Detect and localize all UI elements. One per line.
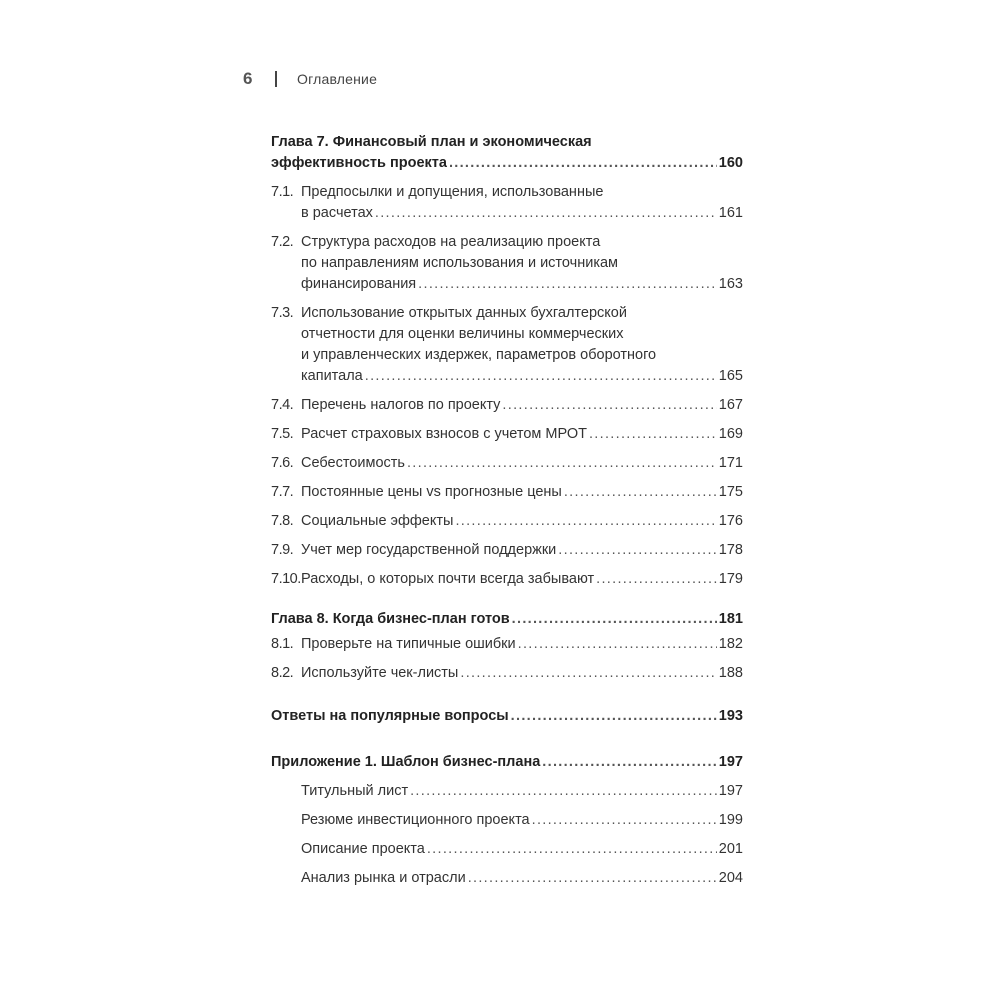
header-title: Оглавление [297, 71, 378, 87]
toc-page-number: 181 [718, 611, 743, 627]
dot-leader [407, 453, 717, 474]
toc-entry-number: 7.8. [271, 513, 294, 529]
toc-entry-7-7[interactable] [271, 482, 743, 503]
toc-entry-title: Постоянные цены vs прогнозные цены [301, 484, 562, 500]
toc-entry-8-1[interactable] [271, 634, 743, 655]
toc-entry-8-2[interactable] [271, 663, 743, 684]
toc-entry-title: Титульный лист [301, 783, 409, 799]
toc-entry-title-line: отчетности для оценки величины коммерческих [301, 326, 624, 342]
toc-appendix-item[interactable] [271, 810, 743, 831]
toc-page-number: 179 [718, 571, 743, 587]
dot-leader [455, 511, 716, 532]
toc-entry-number: 8.2. [271, 665, 294, 681]
toc-page-number: 204 [718, 870, 743, 886]
dot-leader [365, 366, 717, 387]
toc-entry-7-4[interactable] [271, 395, 743, 416]
toc-entry-title-line: в расчетах [301, 205, 373, 221]
toc-chapter-7[interactable] [271, 132, 743, 174]
toc-page-number: 188 [718, 665, 743, 681]
toc-appendix-item[interactable] [271, 839, 743, 860]
toc-entry-number: 7.6. [271, 455, 294, 471]
toc-entry-number: 7.7. [271, 484, 294, 500]
toc-entry-number: 7.5. [271, 426, 294, 442]
toc-entry-title-line: капитала [301, 368, 363, 384]
dot-leader [375, 203, 717, 224]
toc-entry-7-9[interactable] [271, 540, 743, 561]
toc-entry-title: Проверьте на типичные ошибки [301, 636, 516, 652]
toc-entry-7-3[interactable] [271, 303, 743, 387]
toc-entry-number: 7.3. [271, 305, 294, 321]
toc-page-number: 178 [718, 542, 743, 558]
dot-leader [410, 781, 717, 802]
toc-page-number: 171 [718, 455, 743, 471]
toc-entry-title: Резюме инвестиционного проекта [301, 812, 530, 828]
dot-leader [589, 424, 717, 445]
toc-entry-number: 8.1. [271, 636, 294, 652]
toc-chapter-title-line: эффективность проекта [271, 155, 447, 171]
table-of-contents [271, 132, 743, 889]
toc-entry-title: Расчет страховых взносов с учетом МРОТ [301, 426, 587, 442]
toc-chapter-title: Приложение 1. Шаблон бизнес-плана [271, 754, 541, 770]
toc-entry-title: Используйте чек-листы [301, 665, 459, 681]
toc-chapter-8[interactable] [271, 609, 743, 630]
toc-page-number: 197 [718, 754, 743, 770]
toc-page-number: 169 [718, 426, 743, 442]
toc-entry-title-line: и управленческих издержек, параметров оборотного [301, 347, 657, 363]
dot-leader [449, 153, 717, 174]
dot-leader [518, 634, 717, 655]
toc-entry-number: 7.4. [271, 397, 294, 413]
header-divider [275, 71, 277, 87]
toc-entry-title: Анализ рынка и отрасли [301, 870, 466, 886]
dot-leader [558, 540, 717, 561]
dot-leader [542, 752, 717, 773]
toc-entry-number: 7.2. [271, 234, 294, 250]
toc-entry-title: Учет мер государственной поддержки [301, 542, 557, 558]
dot-leader [532, 810, 717, 831]
dot-leader [511, 706, 717, 727]
toc-entry-title-line: Использование открытых данных бухгалтерской [301, 305, 627, 321]
toc-entry-title: Описание проекта [301, 841, 425, 857]
dot-leader [427, 839, 717, 860]
toc-appendix-item[interactable] [271, 781, 743, 802]
toc-answers[interactable] [271, 706, 743, 727]
toc-entry-title-line: Предпосылки и допущения, использованные [301, 184, 604, 200]
toc-page-number: 160 [718, 155, 743, 171]
toc-appendix-item[interactable] [271, 868, 743, 889]
toc-page-number: 201 [718, 841, 743, 857]
toc-entry-title-line: Структура расходов на реализацию проекта [301, 234, 601, 250]
toc-page-number: 197 [718, 783, 743, 799]
toc-page-number: 199 [718, 812, 743, 828]
toc-appendix-1[interactable] [271, 752, 743, 773]
toc-page-number: 193 [718, 708, 743, 724]
dot-leader [596, 569, 717, 590]
toc-entry-number: 7.9. [271, 542, 294, 558]
dot-leader [502, 395, 716, 416]
toc-chapter-title-line: Глава 7. Финансовый план и экономическая [271, 134, 592, 150]
dot-leader [418, 274, 717, 295]
dot-leader [468, 868, 717, 889]
toc-entry-number: 7.1. [271, 184, 294, 200]
toc-page-number: 182 [718, 636, 743, 652]
page-number: 6 [243, 69, 253, 88]
toc-page-number: 161 [718, 205, 743, 221]
toc-entry-title-line: по направлениям использования и источникам [301, 255, 619, 271]
toc-entry-7-6[interactable] [271, 453, 743, 474]
toc-entry-title: Расходы, о которых почти всегда забывают [301, 571, 595, 587]
toc-entry-7-8[interactable] [271, 511, 743, 532]
toc-entry-title: Себестоимость [301, 455, 405, 471]
dot-leader [564, 482, 717, 503]
toc-entry-title-line: финансирования [301, 276, 417, 292]
toc-entry-7-1[interactable] [271, 182, 743, 224]
toc-entry-number: 7.10. [271, 571, 301, 587]
toc-page-number: 175 [718, 484, 743, 500]
dot-leader [460, 663, 716, 684]
toc-page-number: 167 [718, 397, 743, 413]
page-header [243, 66, 377, 92]
toc-entry-7-2[interactable] [271, 232, 743, 295]
toc-entry-7-10[interactable] [271, 569, 743, 590]
toc-chapter-title: Глава 8. Когда бизнес-план готов [271, 611, 510, 627]
toc-page-number: 163 [718, 276, 743, 292]
toc-page-number: 165 [718, 368, 743, 384]
dot-leader [512, 609, 717, 630]
toc-entry-7-5[interactable] [271, 424, 743, 445]
toc-chapter-title: Ответы на популярные вопросы [271, 708, 509, 724]
toc-entry-title: Социальные эффекты [301, 513, 454, 529]
toc-entry-title: Перечень налогов по проекту [301, 397, 501, 413]
toc-page-number: 176 [718, 513, 743, 529]
